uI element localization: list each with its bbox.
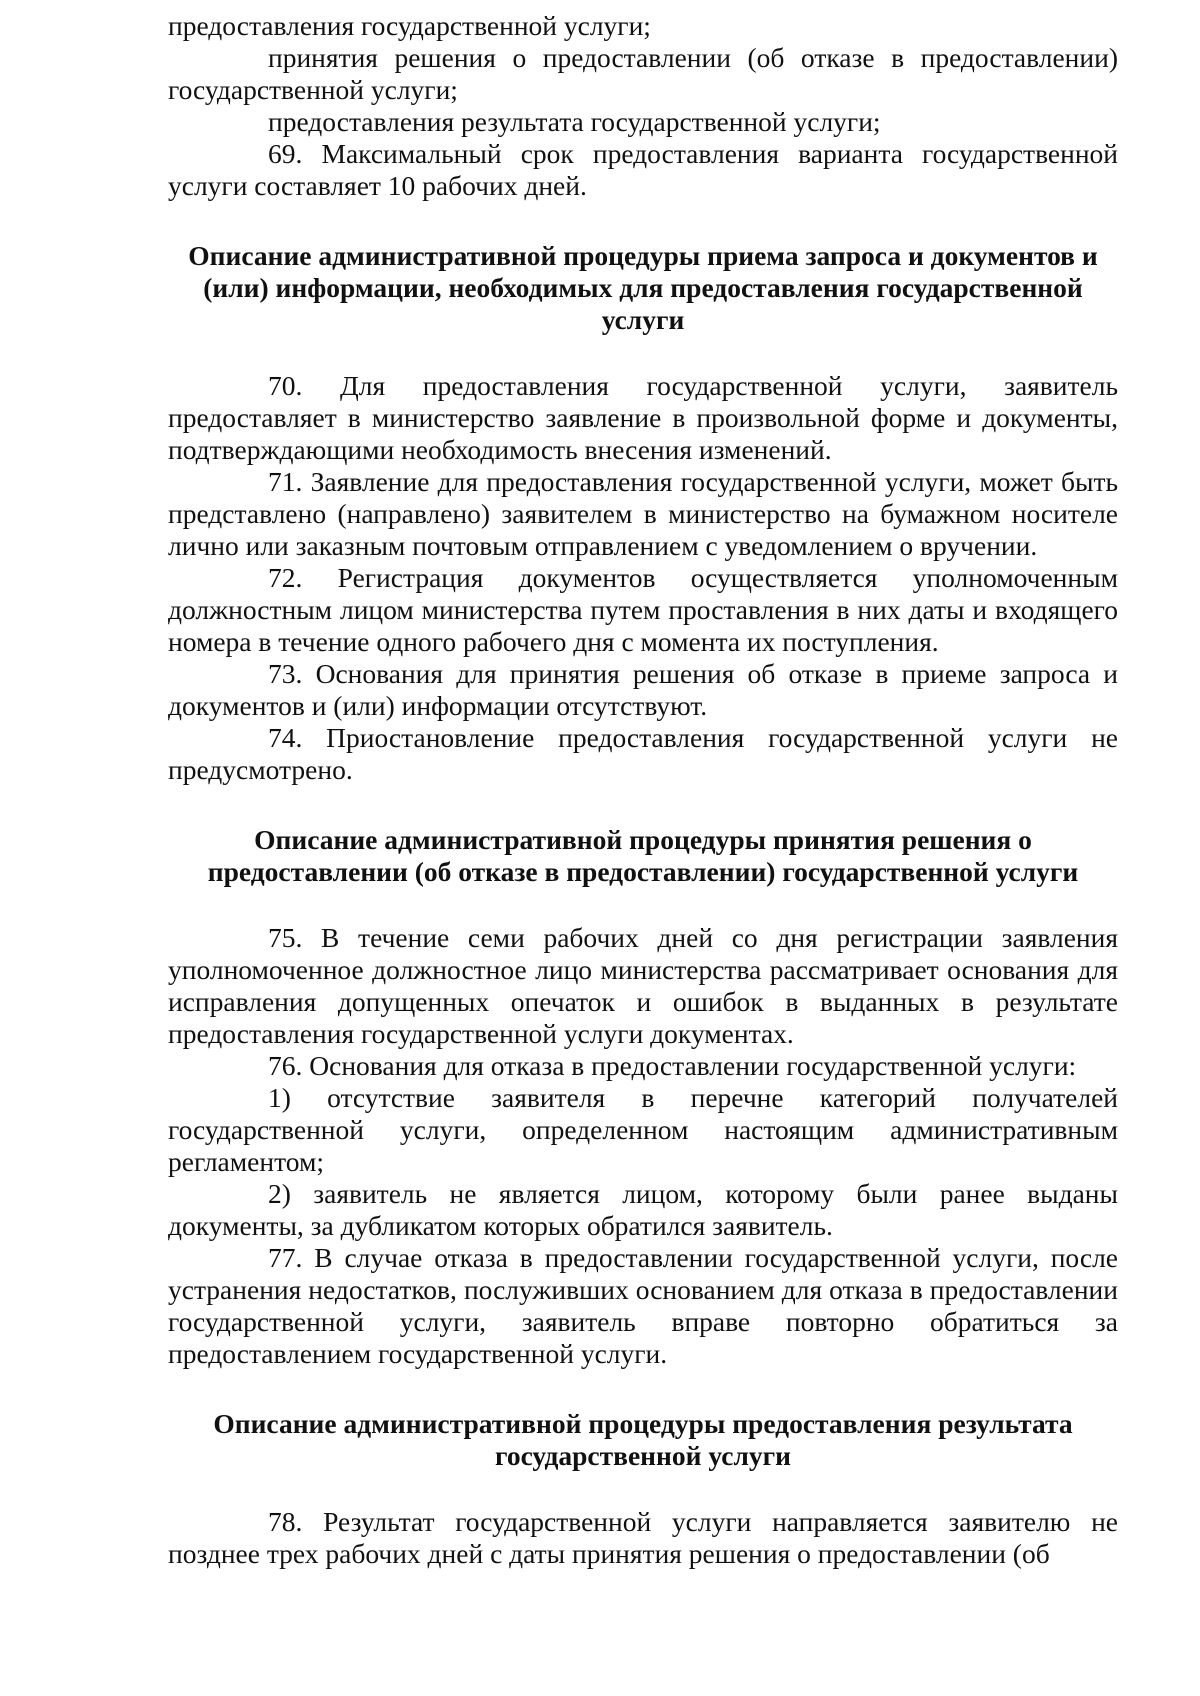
paragraph: 73. Основания для принятия решения об отказе в приеме запроса и документов и (или) информации отсутствуют. bbox=[168, 658, 1118, 721]
section-spacer bbox=[168, 786, 1118, 824]
section-spacer bbox=[168, 1370, 1118, 1408]
section-spacer bbox=[168, 336, 1118, 370]
paragraph: 78. Результат государственной услуги направляется заявителю не позднее трех рабочих дней с даты принятия решения о предоставлении (об bbox=[168, 1506, 1118, 1569]
paragraph: предоставления государственной услуги; bbox=[168, 10, 651, 41]
paragraph: 1) отсутствие заявителя в перечне категорий получателей государственной услуги, определенном настоящим административным регламентом; bbox=[168, 1082, 1118, 1177]
section-heading: Описание административной процедуры принятия решения о предоставлении (об отказе в предоставлении) государственной услуги bbox=[207, 824, 1079, 887]
paragraph: 70. Для предоставления государственной услуги, заявитель предоставляет в министерство заявление в произвольной форме и документы, подтверждающими необходимость внесения изменений. bbox=[168, 370, 1118, 465]
section-spacer bbox=[168, 202, 1118, 240]
document-body bbox=[168, 10, 1118, 1570]
paragraph: принятия решения о предоставлении (об отказе в предоставлении) государственной услуги; bbox=[168, 42, 1118, 105]
paragraph: 69. Максимальный срок предоставления варианта государственной услуги составляет 10 рабочих дней. bbox=[168, 138, 1118, 201]
paragraph: 2) заявитель не является лицом, которому были ранее выданы документы, за дубликатом которых обратился заявитель. bbox=[168, 1178, 1118, 1241]
section-heading: Описание административной процедуры предоставления результата государственной услуги bbox=[213, 1408, 1073, 1471]
section-spacer bbox=[168, 888, 1118, 922]
paragraph: 76. Основания для отказа в предоставлении государственной услуги: bbox=[268, 1050, 1077, 1081]
paragraph: 74. Приостановление предоставления государственной услуги не предусмотрено. bbox=[168, 722, 1118, 785]
section-spacer bbox=[168, 1472, 1118, 1506]
paragraph: 72. Регистрация документов осуществляется уполномоченным должностным лицом министерства путем проставления в них даты и входящего номера в течение одного рабочего дня с момента их поступления. bbox=[168, 562, 1118, 657]
section-heading: Описание административной процедуры приема запроса и документов и (или) информации, необходимых для предоставления государственной услуги bbox=[188, 240, 1098, 335]
paragraph: 75. В течение семи рабочих дней со дня регистрации заявления уполномоченное должностное лицо министерства рассматривает основания для исправления допущенных опечаток и ошибок в выданных в результате предоставления государственной услуги документах. bbox=[168, 922, 1118, 1049]
paragraph: предоставления результата государственной услуги; bbox=[268, 106, 881, 137]
paragraph: 77. В случае отказа в предоставлении государственной услуги, после устранения недостатков, послуживших основанием для отказа в предоставлении государственной услуги, заявитель вправе повторно обратиться за предоставлением государственной услуги. bbox=[168, 1242, 1118, 1369]
paragraph: 71. Заявление для предоставления государственной услуги, может быть представлено (направлено) заявителем в министерство на бумажном носителе лично или заказным почтовым отправлением с уведомлением о вручении. bbox=[168, 466, 1118, 561]
